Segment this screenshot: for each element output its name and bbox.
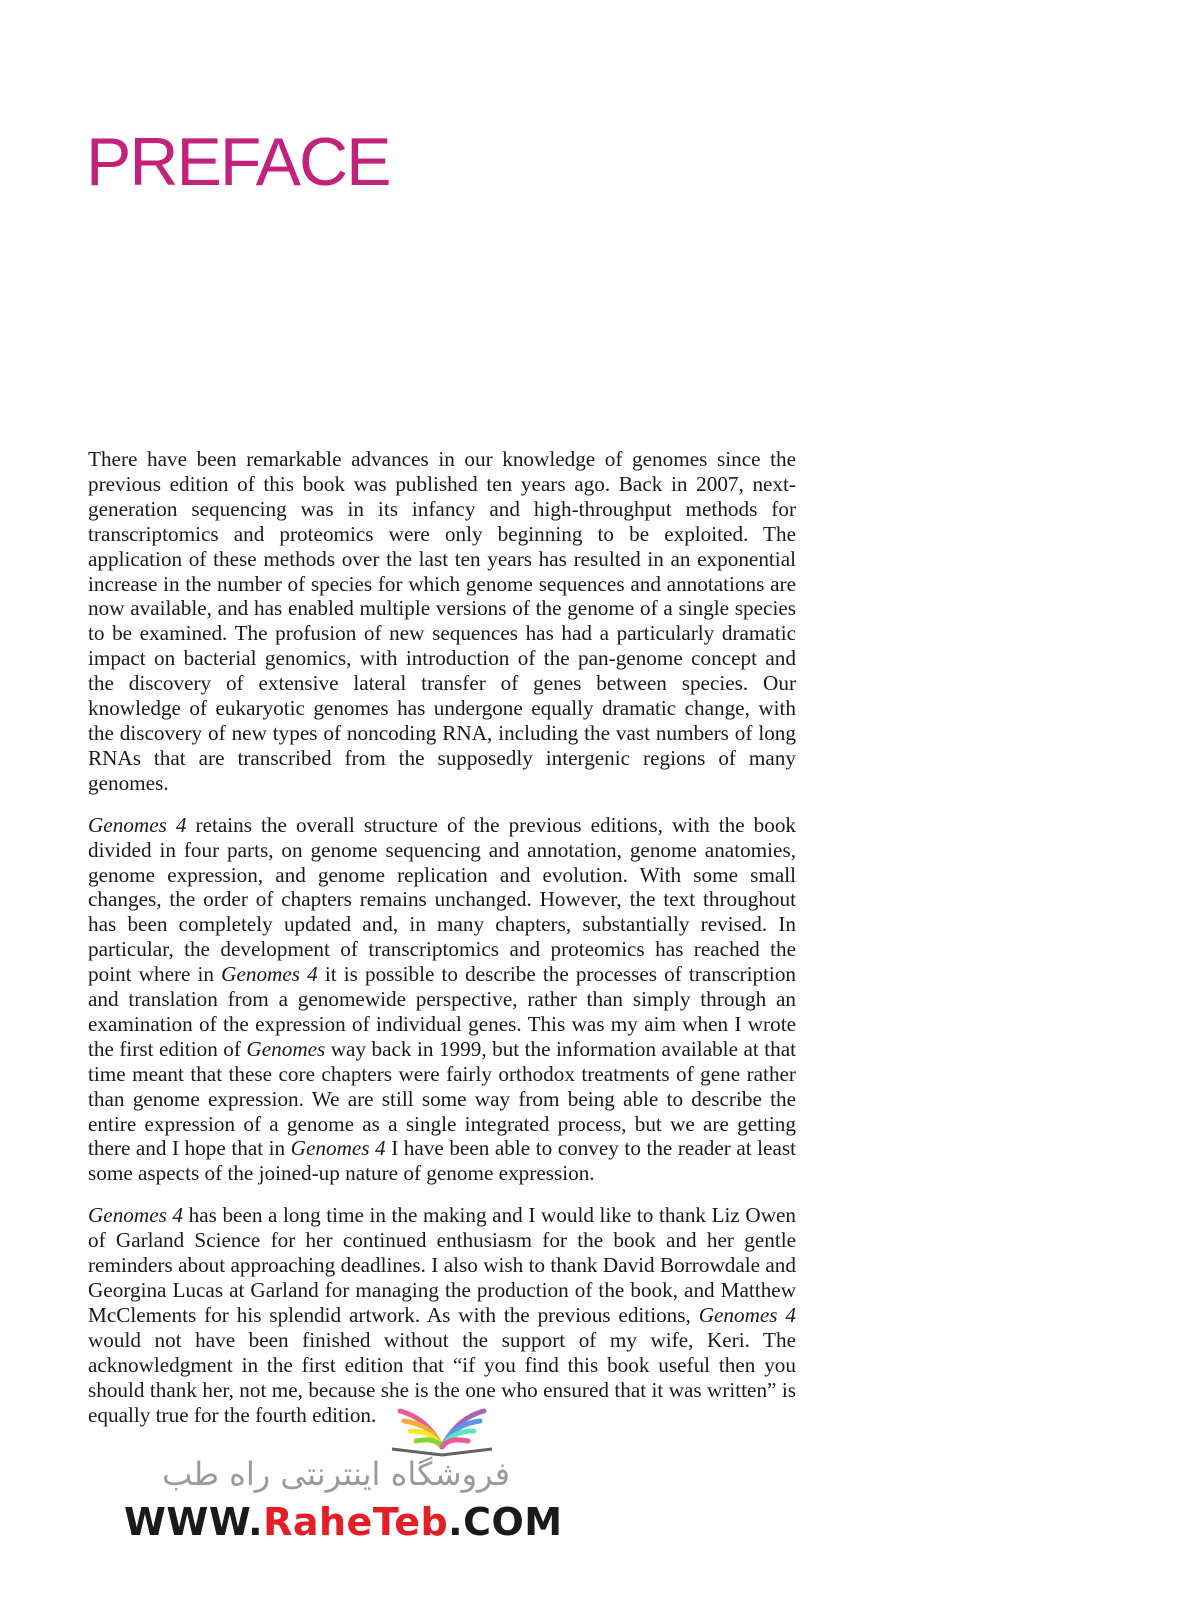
url-suffix: .COM bbox=[448, 1500, 563, 1544]
book-title-italic: Genomes 4 bbox=[221, 962, 318, 987]
book-title-italic: Genomes 4 bbox=[88, 1203, 184, 1228]
preface-body bbox=[88, 447, 796, 1444]
text-run: retains the overall structure of the previous editions, with the book divided in four parts, on genome sequencing and annotation, genome anatomies, genome expression, and genome replication and evolution. With some small changes, the order of chapters remains unchanged. However, the text throughout has been completely updated and, in many chapters, substantially revised. In particular, the development of transcriptomics and proteomics has reached the point where in bbox=[88, 812, 797, 987]
url-brand: RaheTeb bbox=[263, 1500, 449, 1544]
paragraph-2 bbox=[88, 813, 796, 1187]
url-prefix: WWW. bbox=[124, 1500, 264, 1544]
paragraph-1 bbox=[88, 447, 796, 796]
book-title-italic: Genomes bbox=[246, 1036, 326, 1061]
page-title: PREFACE bbox=[86, 124, 390, 200]
book-title-italic: Genomes 4 bbox=[290, 1136, 386, 1161]
text-run: has been a long time in the making and I would like to thank Liz Owen of Garland Science for her continued enthusiasm for the book and her gentle reminders about approaching deadlines. I also wish to thank David Borrowdale and Georgina Lucas at Garland for managing the production of the book, and Matthew McClements for his splendid artwork. As with the previous editions, bbox=[88, 1203, 797, 1327]
book-title-italic: Genomes 4 bbox=[698, 1302, 796, 1327]
text-run: There have been remarkable advances in our knowledge of genomes since the previous edition of this book was published ten years ago. Back in 2007, next-generation sequencing was in its infancy and high-throughput methods for transcriptomics and proteomics were only beginning to be exploited. The application of these methods over the last ten years has resulted in an exponential increase in the number of species for which genome sequences and annotations are now available, and has enabled multiple versions of the genome of a single species to be examined. The profusion of new sequences has had a particularly dramatic impact on bacterial genomics, with introduction of the pan-genome concept and the discovery of extensive lateral transfer of genes between species. Our knowledge of eukaryotic genomes has undergone equally dramatic change, with the discovery of new types of noncoding RNA, including the vast numbers of long RNAs that are transcribed from the supposedly intergenic regions of many genomes. bbox=[88, 447, 796, 795]
text-run: I have been able to convey to the reader at least some aspects of the joined-up nature of genome expression. bbox=[88, 1136, 796, 1186]
open-book-rainbow-icon bbox=[372, 1385, 512, 1465]
text-run: would not have been finished without the support of my wife, Keri. The acknowledgment in the first edition that “if you find this book useful then you should thank her, not me, because she is the one who ensured that it was written” is equally true for the fourth edition. bbox=[88, 1327, 796, 1427]
book-title-italic: Genomes 4 bbox=[88, 812, 187, 837]
watermark-persian-text: فروشگاه اینترنتی راه طب bbox=[162, 1455, 510, 1493]
watermark-url bbox=[124, 1500, 563, 1544]
text-run: way back in 1999, but the information available at that time meant that these core chapters were fairly orthodox treatments of gene rather than genome expression. We are still some way from being able to describe the entire expression of a genome as a single integrated process, but we are getting there and I hope that in bbox=[88, 1036, 796, 1161]
text-run: it is possible to describe the processes of transcription and translation from a genomewide perspective, rather than simply through an examination of the expression of individual genes. This was my aim when I wrote the first edition of bbox=[88, 962, 797, 1061]
